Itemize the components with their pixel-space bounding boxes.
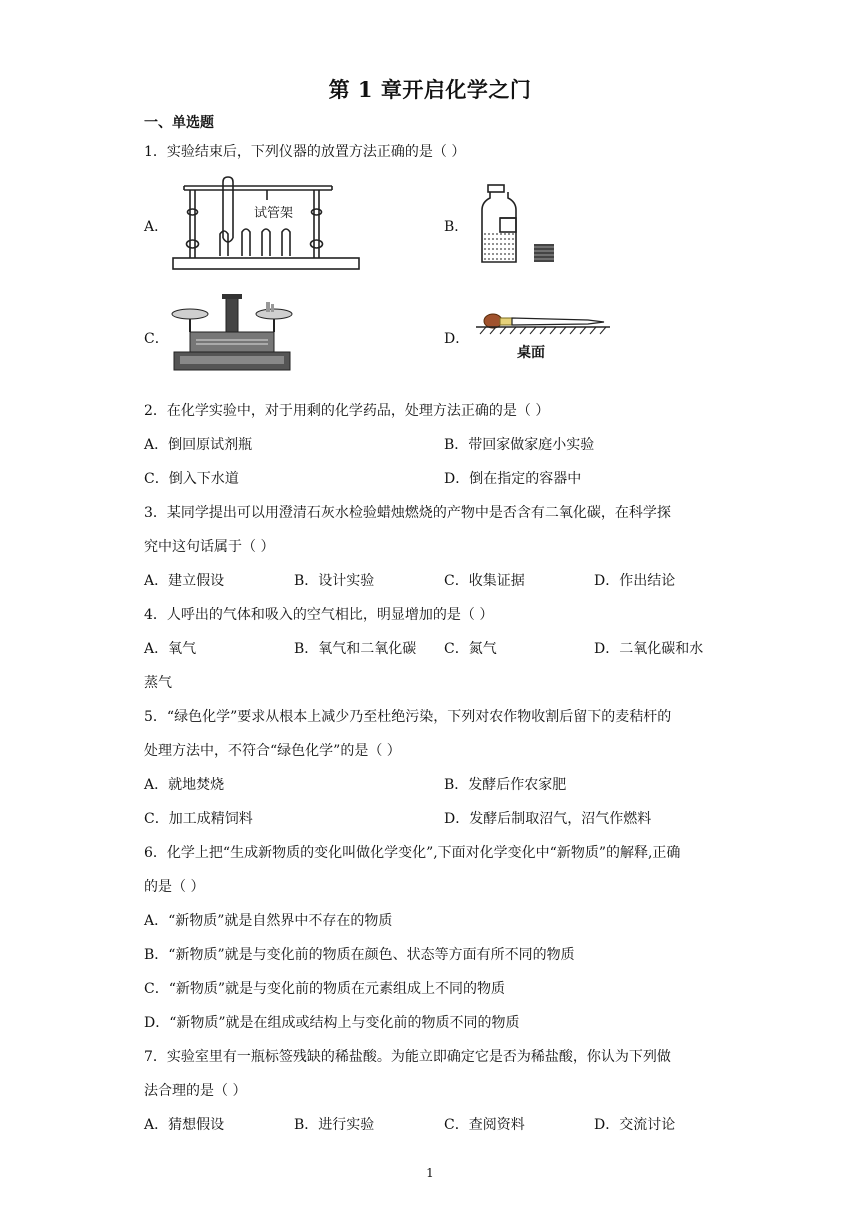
table-label: 桌面 bbox=[517, 345, 545, 361]
q5-option-c: C．加工成精饲料 bbox=[144, 811, 253, 827]
q4-option-c: C．氮气 bbox=[444, 641, 497, 657]
q3-stem-line1: 3．某同学提出可以用澄清石灰水检验蜡烛燃烧的产物中是否含有二氧化碳，在科学探 bbox=[144, 505, 671, 521]
reagent-bottle-figure bbox=[474, 184, 558, 266]
q7-option-c: C．查阅资料 bbox=[444, 1117, 525, 1133]
q4-stem: 4．人呼出的气体和吸入的空气相比，明显增加的是（ ） bbox=[144, 607, 494, 623]
q3-stem-line2: 究中这句话属于（ ） bbox=[144, 539, 275, 555]
q6-option-a: A．“新物质”就是自然界中不存在的物质 bbox=[144, 913, 393, 929]
q1-stem: 1．实验结束后，下列仪器的放置方法正确的是（ ） bbox=[144, 144, 466, 160]
q3-option-d: D．作出结论 bbox=[594, 573, 676, 589]
q5-option-a: A．就地焚烧 bbox=[144, 777, 225, 793]
rack-label: 试管架 bbox=[254, 206, 294, 221]
q2-option-c: C．倒入下水道 bbox=[144, 471, 239, 487]
q5-stem-line1: 5．“绿色化学”要求从根本上减少乃至杜绝污染，下列对农作物收割后留下的麦秸杆的 bbox=[144, 709, 672, 725]
q5-stem-line2: 处理方法中，不符合“绿色化学”的是（ ） bbox=[144, 743, 401, 759]
q7-option-b: B．进行实验 bbox=[294, 1117, 375, 1133]
q7-stem-line2: 法合理的是（ ） bbox=[144, 1083, 247, 1099]
q2-option-b: B．带回家做家庭小实验 bbox=[444, 437, 595, 453]
section-heading: 一、单选题 bbox=[144, 115, 214, 131]
q5-option-b: B．发酵后作农家肥 bbox=[444, 777, 567, 793]
q3-option-c: C．收集证据 bbox=[444, 573, 525, 589]
page-number: 1 bbox=[426, 1166, 434, 1180]
dropper-on-table-figure bbox=[476, 306, 612, 364]
q6-stem-line2: 的是（ ） bbox=[144, 879, 205, 895]
q2-option-d: D．倒在指定的容器中 bbox=[444, 471, 582, 487]
q4-option-d: D．二氧化碳和水 bbox=[594, 641, 704, 657]
q3-option-a: A．建立假设 bbox=[144, 573, 225, 589]
q4-option-b: B．氧气和二氧化碳 bbox=[294, 641, 417, 657]
q7-stem-line1: 7．实验室里有一瓶标签残缺的稀盐酸。为能立即确定它是否为稀盐酸，你认为下列做 bbox=[144, 1049, 671, 1065]
q6-option-d: D．“新物质”就是在组成或结构上与变化前的物质不同的物质 bbox=[144, 1015, 520, 1031]
q7-option-d: D．交流讨论 bbox=[594, 1117, 676, 1133]
q3-option-b: B．设计实验 bbox=[294, 573, 375, 589]
q4-option-d-continued: 蒸气 bbox=[144, 675, 172, 691]
q6-stem-line1: 6．化学上把“生成新物质的变化叫做化学变化”,下面对化学变化中“新物质”的解释,正确 bbox=[144, 845, 681, 861]
q1-option-d-label: D． bbox=[444, 331, 470, 347]
balance-figure bbox=[170, 292, 294, 374]
q7-option-a: A．猜想假设 bbox=[144, 1117, 225, 1133]
q6-option-c: C．“新物质”就是与变化前的物质在元素组成上不同的物质 bbox=[144, 981, 506, 997]
q2-stem: 2．在化学实验中，对于用剩的化学药品，处理方法正确的是（ ） bbox=[144, 403, 550, 419]
q1-option-b-label: B． bbox=[444, 219, 469, 235]
q2-option-a: A．倒回原试剂瓶 bbox=[144, 437, 253, 453]
q6-option-b: B．“新物质”就是与变化前的物质在颜色、状态等方面有所不同的物质 bbox=[144, 947, 575, 963]
q5-option-d: D．发酵后制取沼气，沼气作燃料 bbox=[444, 811, 652, 827]
q1-option-c-label: C． bbox=[144, 331, 169, 347]
q4-option-a: A．氧气 bbox=[144, 641, 197, 657]
test-tube-rack-figure bbox=[172, 176, 362, 272]
page-title: 第 1 章开启化学之门 bbox=[328, 77, 532, 102]
q1-option-a-label: A． bbox=[144, 219, 169, 235]
